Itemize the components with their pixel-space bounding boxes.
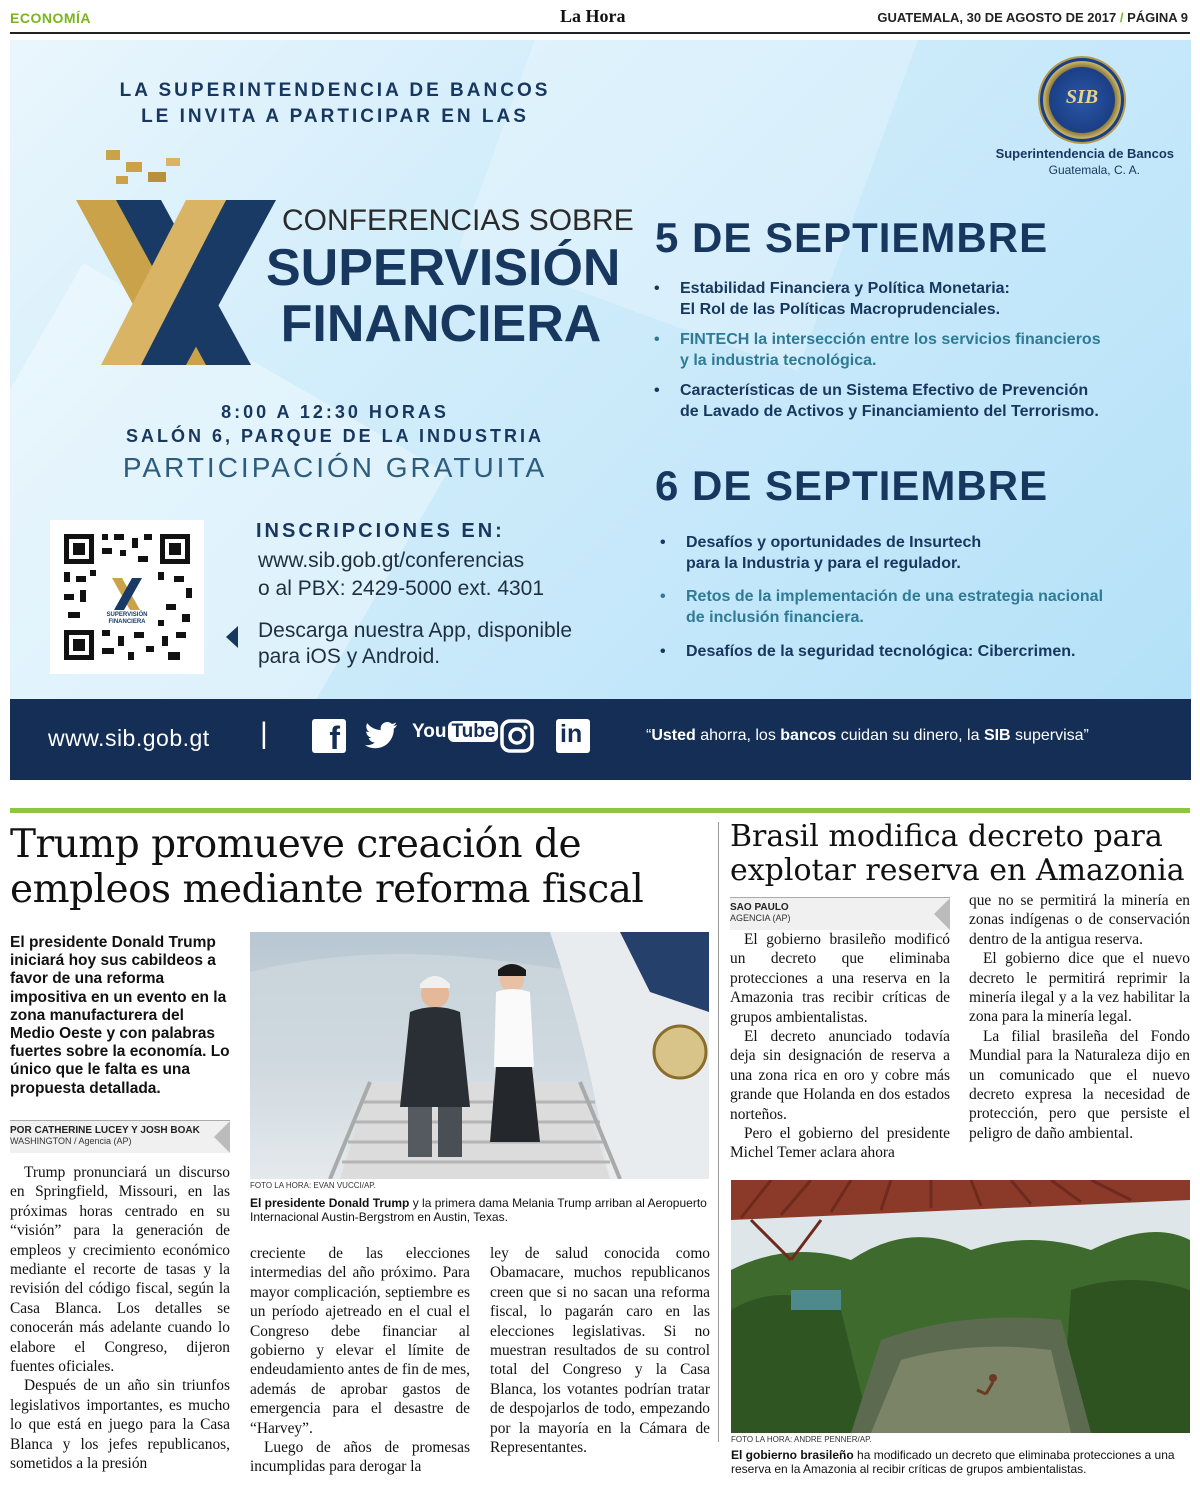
instagram-icon[interactable]	[500, 719, 534, 753]
paragraph: El gobierno dice que el nuevo decreto le permitirá reprimir la minería ilegal y a la vez habilitar la zona para la minería legal.	[969, 950, 1190, 1026]
article-1-caption	[250, 1196, 710, 1224]
conference-title	[266, 239, 621, 353]
ad-invitation	[10, 78, 660, 130]
app-download-line-2: para iOS y Android.	[258, 645, 441, 668]
paragraph: creciente de las elecciones intermedias del año próximo. Para mayor complicación, septiembre es un período ajetreado en el cual el Congreso debe financiar al gobierno y elevar el límite de endeudamiento antes de fin de mes, además de aprobar gastos de emergencia para el desastre de “Harvey”.	[250, 1245, 470, 1437]
dateline-city: SAO PAULO	[730, 902, 789, 913]
article-2-headline[interactable]	[730, 820, 1190, 888]
event-venue: SALÓN 6, PARQUE DE LA INDUSTRIA	[125, 426, 545, 446]
topic-line: de Lavado de Activos y Financiamiento del Terrorismo.	[680, 403, 1099, 420]
org-name: Superintendencia de Bancos	[995, 146, 1174, 161]
slogan-usted: Usted	[651, 727, 696, 744]
invite-line-2: LE INVITA A PARTICIPAR EN LAS	[141, 106, 529, 127]
org-place: Guatemala, C. A.	[1048, 163, 1140, 177]
day-1-topic	[654, 278, 1180, 320]
day-2-topic	[660, 586, 1186, 628]
slogan-quote-close: ”	[1083, 727, 1089, 744]
article-1-headline[interactable]	[10, 822, 710, 912]
day-1-title: 5 DE SEPTIEMBRE	[655, 214, 1049, 261]
topic-line: Estabilidad Financiera y Política Monetaria:	[680, 280, 1010, 297]
slogan-text-1: ahorra, los	[695, 727, 781, 744]
youtube-tube: Tube	[448, 721, 498, 742]
arrow-left-icon	[226, 626, 238, 648]
byline-arrow-icon	[934, 898, 950, 930]
ad-footer-bar	[10, 699, 1191, 780]
bullet: •	[660, 643, 666, 660]
article-1-photo-credit: FOTO LA HORA: EVAN VUCCI/AP.	[250, 1181, 376, 1190]
sib-seal-logo	[1038, 56, 1126, 144]
byline-dateline: WASHINGTON / Agencia (AP)	[10, 1136, 132, 1146]
invite-line-1: LA SUPERINTENDENCIA DE BANCOS	[119, 80, 551, 101]
caption-bold: El gobierno brasileño	[731, 1448, 854, 1462]
facebook-icon[interactable]	[312, 719, 348, 755]
dateline-agency: AGENCIA (AP)	[730, 913, 791, 923]
day-2-topic	[660, 641, 1186, 662]
paragraph: que no se permitirá la minería en zonas indígenas o de conservación dentro de la antigua reserva.	[969, 892, 1190, 948]
paragraph: Después de un año sin triunfos legislativos importantes, es mucho lo que está en juego para la Casa Blanca y los jefes republicanos, sometidos a la presión	[10, 1377, 230, 1473]
date-separator: /	[1119, 10, 1124, 25]
headline-line-2: empleos mediante reforma fiscal	[10, 867, 644, 912]
qr-label-line-2: FINANCIERA	[108, 619, 146, 625]
event-hours: 8:00 A 12:30 HORAS	[221, 402, 449, 422]
paragraph: Trump pronunciará un discurso en Springfield, Missouri, en las próximas horas centrado en su “visión” para la generación de empleos y crecimiento económico mediante el recorte de tasas y la revisión del código fiscal, según la Casa Blanca. Los detalles se conocerán más adelante cuando lo elabore el Congreso, dijeron fuentes oficiales.	[10, 1164, 230, 1376]
headline-line-1: Trump promueve creación de	[10, 822, 582, 867]
paragraph: ley de salud conocida como Obamacare, muchos republicanos creen que si no sacan una reforma fiscal, lo pagarán caro en las elecciones legislativas. Si no muestran resultados de su control total del Congreso y la Casa Blanca, los votantes podrían tratar de despojarlos de todo, empezando por la mayoría en la Cámara de Representantes.	[490, 1245, 710, 1457]
caption-text: ha modificado un decreto que eliminaba protecciones a una reserva en la Amazonia al recibir críticas de grupos ambientalistas.	[731, 1448, 1175, 1476]
section-rule	[10, 808, 1190, 813]
headline-line-1: Brasil modifica decreto para	[730, 819, 1163, 854]
conference-subtitle: CONFERENCIAS SOBRE	[282, 204, 634, 237]
topic-line: El Rol de las Políticas Macroprudenciales.	[680, 301, 1001, 318]
byline-authors: POR CATHERINE LUCEY Y JOSH BOAK	[10, 1125, 200, 1136]
registration-title: INSCRIPCIONES EN:	[256, 520, 505, 542]
day-1-topic	[654, 380, 1180, 422]
headline-line-2: explotar reserva en Amazonia	[730, 853, 1185, 888]
facebook-glyph: f	[329, 720, 340, 756]
topic-line: Retos de la implementación de una estrategia nacional	[686, 588, 1104, 605]
article-2-photo-credit: FOTO LA HORA: ANDRE PENNER/AP.	[731, 1435, 872, 1444]
topic-line: para la Industria y para el regulador.	[686, 555, 961, 572]
topic-line: Desafíos y oportunidades de Insurtech	[686, 534, 982, 551]
article-1-byline	[10, 1120, 230, 1153]
slogan-text-2: cuidan su dinero, la	[836, 727, 984, 744]
amazonia-photo	[731, 1180, 1190, 1433]
byline-arrow-icon	[214, 1121, 230, 1153]
free-participation: PARTICIPACIÓN GRATUITA	[122, 452, 548, 483]
caption-bold: El presidente Donald Trump	[250, 1196, 410, 1210]
paragraph: La filial brasileña del Fondo Mundial para la Naturaleza dijo en un comunicado que el nuevo decreto expresa la necesidad de protección, pero que persiste el peligro de daño ambiental.	[969, 1027, 1190, 1142]
article-2-caption	[731, 1448, 1190, 1476]
topic-line: Características de un Sistema Efectivo de Prevención	[680, 382, 1089, 399]
column-divider	[718, 822, 719, 1442]
bullet: •	[660, 534, 666, 551]
article-1-lead: El presidente Donald Trump iniciará hoy sus cabildeos a favor de una reforma impositiva en un evento en la zona manufacturera del Medio Oeste y con palabras fuertes sobre la economía. Lo único que le falta es una propuesta detallada.	[10, 934, 230, 1097]
app-download-line-1: Descarga nuestra App, disponible	[258, 619, 573, 642]
caption-text: y la primera dama Melania Trump arriban al Aeropuerto Internacional Austin-Bergstrom en Austin, Texas.	[250, 1196, 707, 1224]
issue-date	[877, 10, 1188, 25]
twitter-icon[interactable]	[364, 721, 398, 751]
day-2-topic	[660, 532, 1186, 574]
bullet: •	[660, 588, 666, 605]
qr-code-icon	[50, 520, 204, 674]
article-2-column-2	[969, 891, 1190, 1143]
paragraph: Pero el gobierno del presidente Michel Temer aclara ahora	[730, 1125, 950, 1162]
article-1-column-1	[10, 1163, 230, 1474]
youtube-icon[interactable]	[412, 721, 496, 757]
seal-text: SIB	[1065, 86, 1099, 108]
footer-url[interactable]: www.sib.gob.gt	[48, 725, 210, 751]
bullet: •	[654, 382, 660, 399]
section-label: ECONOMÍA	[10, 10, 91, 26]
topic-line: Desafíos de la seguridad tecnológica: Cibercrimen.	[686, 643, 1076, 660]
paragraph: El decreto anunciado todavía deja sin designación de reserva a una zona rica en oro y cobre más grande que Holanda en dos estados norteños.	[730, 1028, 950, 1123]
bullet: •	[654, 280, 660, 297]
article-1-column-3	[490, 1244, 710, 1457]
article-2-dateline	[730, 897, 950, 930]
topic-line: de inclusión financiera.	[686, 609, 864, 626]
header-rule	[10, 32, 1190, 34]
linkedin-glyph: in	[560, 720, 583, 748]
slogan-bancos: bancos	[780, 727, 837, 744]
paragraph: El gobierno brasileño modificó un decreto que eliminaba protecciones a una reserva en la Amazonia tras recibir críticas de grupos ambientalistas.	[730, 931, 950, 1026]
x-emblem-icon	[66, 140, 286, 370]
qr-label	[50, 612, 204, 626]
date-text: GUATEMALA, 30 DE AGOSTO DE 2017	[877, 10, 1117, 25]
article-2-column-1	[730, 930, 950, 1163]
qr-label-line-1: SUPERVISIÓN	[106, 612, 148, 618]
footer-separator: |	[260, 717, 268, 750]
conference-title-line-1: SUPERVISIÓN	[266, 239, 621, 297]
newspaper-logo: La Hora	[560, 6, 626, 26]
registration-url[interactable]: www.sib.gob.gt/conferencias	[258, 549, 525, 572]
qr-code[interactable]	[50, 520, 204, 674]
bullet: •	[654, 331, 660, 348]
paragraph: Luego de años de promesas incumplidas para derogar la	[250, 1439, 470, 1476]
day-1-topic	[654, 329, 1180, 371]
topic-line: FINTECH la intersección entre los servicios financieros	[680, 331, 1101, 348]
page-number: PÁGINA 9	[1127, 10, 1188, 25]
trump-photo	[250, 932, 709, 1179]
conference-title-line-2: FINANCIERA	[280, 295, 602, 353]
linkedin-icon[interactable]	[556, 719, 592, 755]
article-1-column-2	[250, 1244, 470, 1477]
slogan-quote-open: “	[646, 727, 652, 744]
event-details	[10, 400, 660, 448]
registration-phone: o al PBX: 2429-5000 ext. 4301	[258, 577, 545, 600]
ad-slogan	[646, 727, 1166, 745]
slogan-text-3: supervisa	[1010, 727, 1084, 744]
slogan-sib: SIB	[983, 727, 1011, 744]
topic-line: y la industria tecnológica.	[680, 352, 877, 369]
day-2-title: 6 DE SEPTIEMBRE	[655, 462, 1049, 509]
youtube-you: You	[412, 721, 447, 742]
sib-advertisement	[10, 40, 1191, 780]
